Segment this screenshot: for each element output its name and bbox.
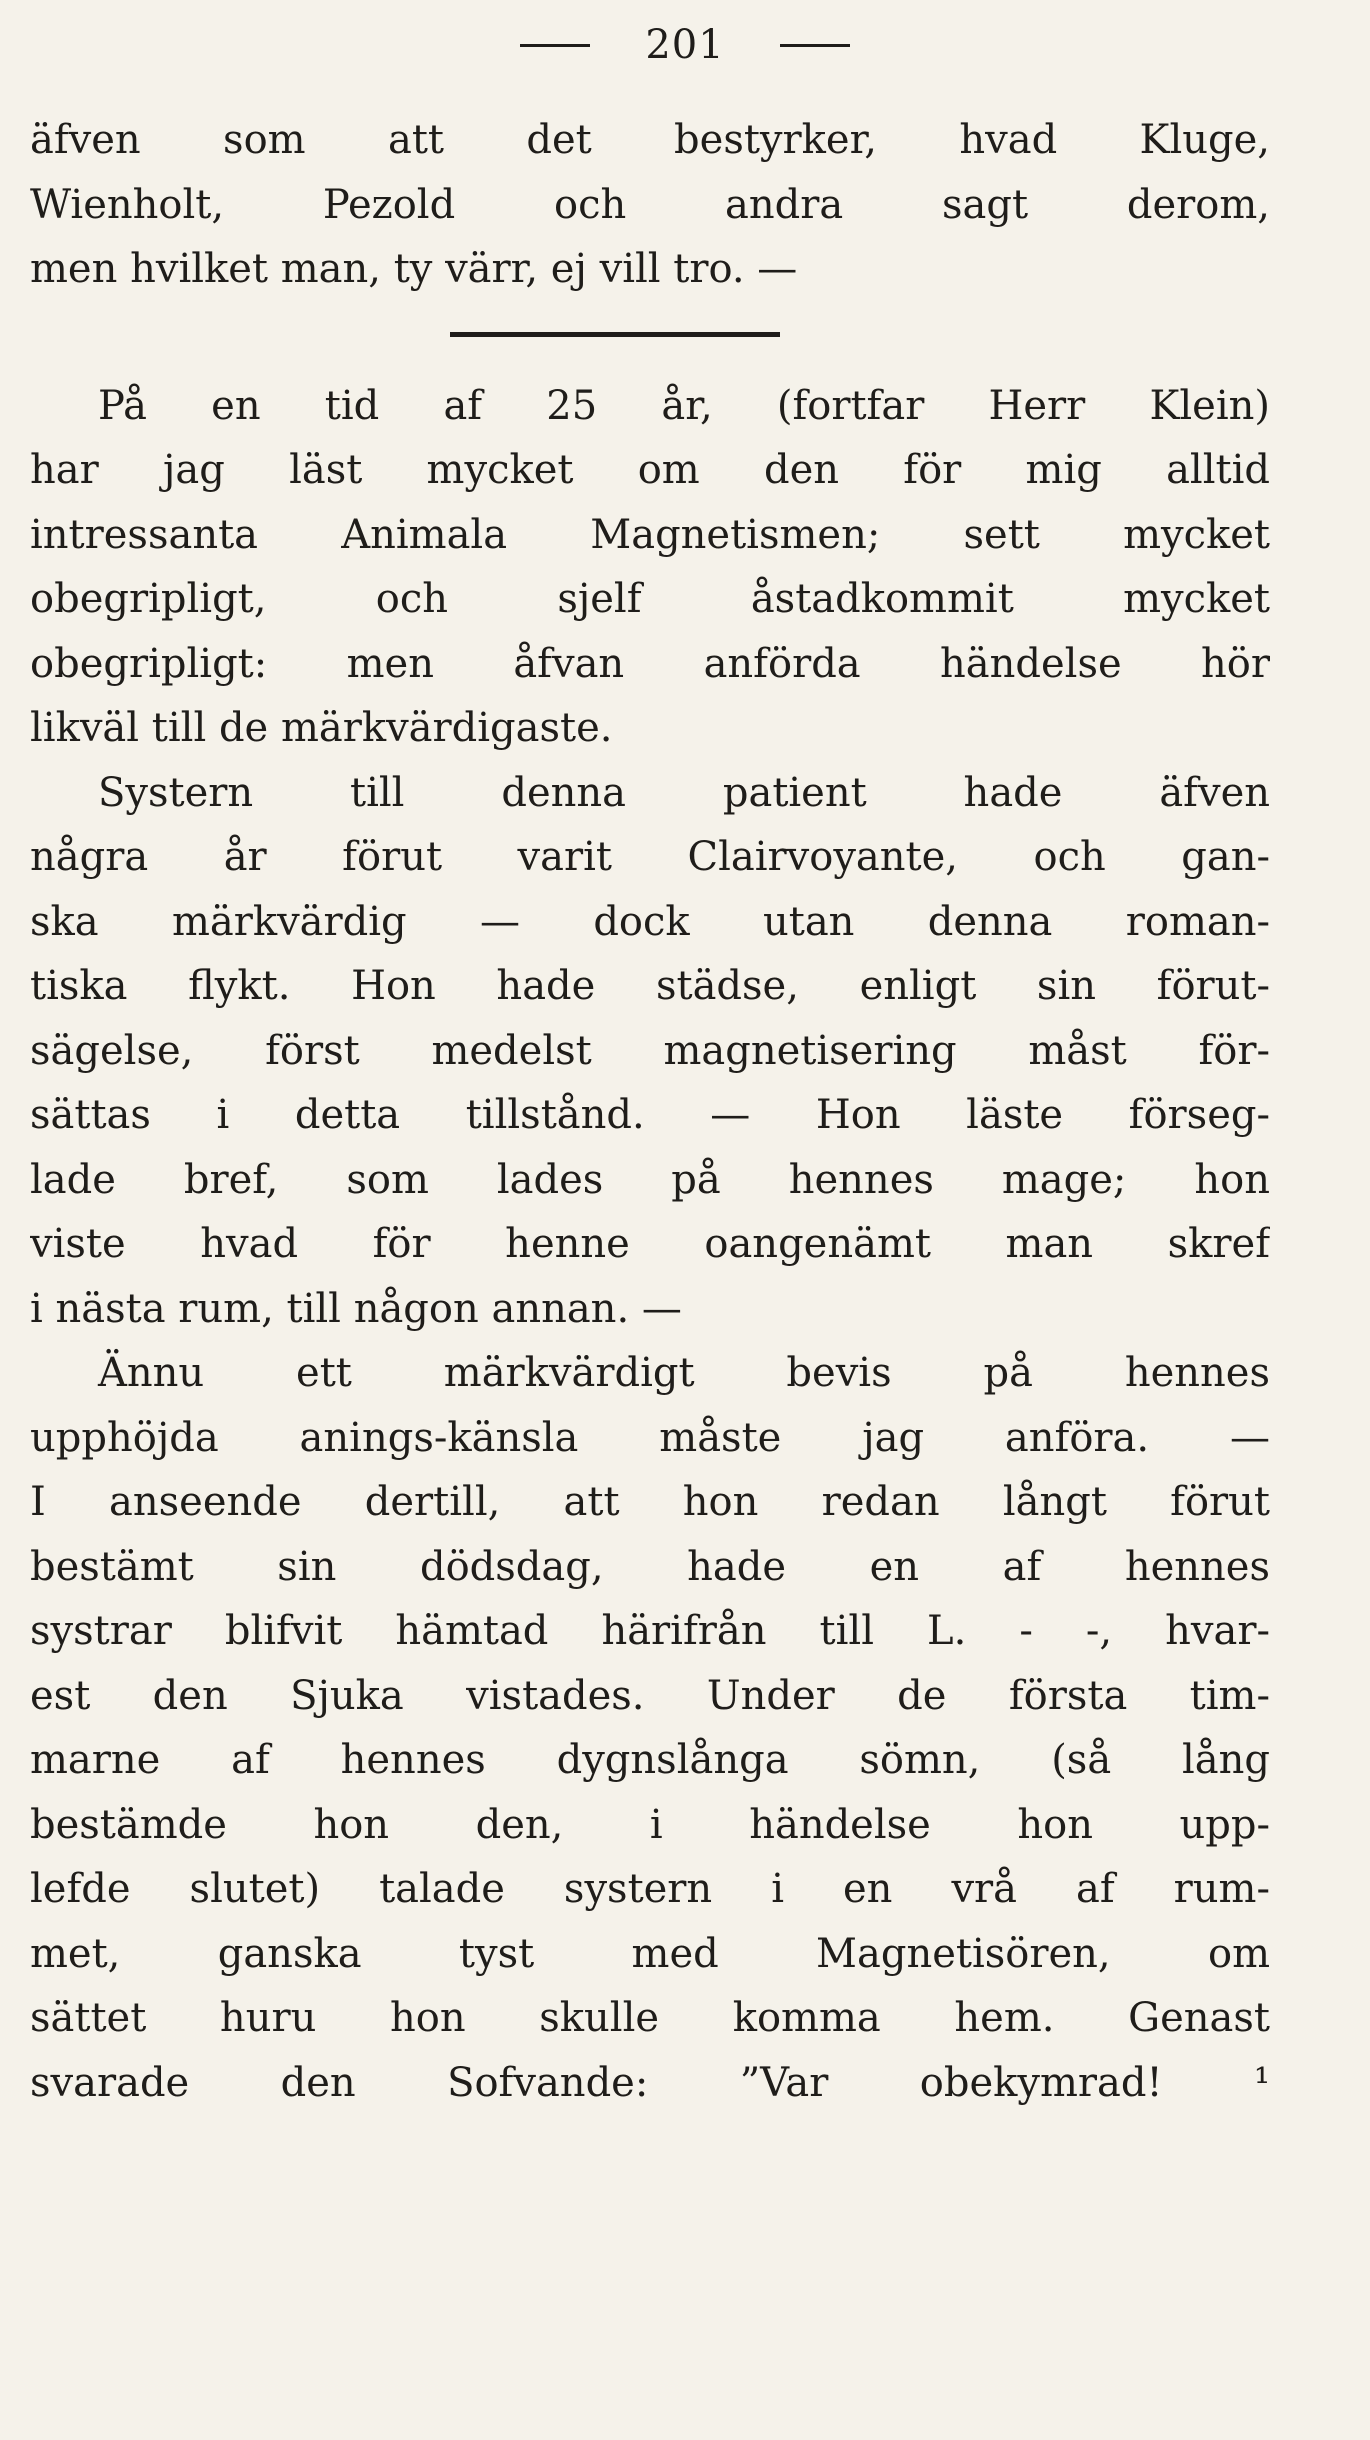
paragraph-1 xyxy=(30,108,1270,302)
text-line: I anseende dertill, att hon redan långt förut xyxy=(30,1479,1270,1525)
paragraph-3 xyxy=(30,761,1270,1342)
text-line: På en tid af 25 år, (fortfar Herr Klein) xyxy=(98,382,1270,429)
text-line: viste hvad för henne oangenämt man skref xyxy=(30,1221,1270,1267)
text-line: i nästa rum, till någon annan. — xyxy=(30,1285,682,1332)
text-line: men hvilket man, ty värr, ej vill tro. — xyxy=(30,246,798,292)
text-line: systrar blifvit hämtad härifrån till L. - -, hvar- xyxy=(30,1608,1270,1654)
text-line: äfven som att det bestyrker, hvad Kluge, xyxy=(30,117,1270,163)
page-number: 201 xyxy=(645,22,725,68)
text-line: upphöjda anings-känsla måste jag anföra. — xyxy=(30,1414,1270,1461)
text-line: met, ganska tyst med Magnetisören, om xyxy=(30,1930,1270,1977)
text-line: bestämde hon den, i händelse hon upp- xyxy=(30,1801,1270,1848)
text-line: svarade den Sofvande: ”Var obekymrad! ¹ xyxy=(30,2059,1270,2106)
text-line: likväl till de märkvärdigaste. xyxy=(30,705,613,751)
text-line: Ännu ett märkvärdigt bevis på hennes xyxy=(98,1350,1270,1396)
text-line: har jag läst mycket om den för mig alltid xyxy=(30,447,1270,493)
text-line: ska märkvärdig — dock utan denna roman- xyxy=(30,898,1270,945)
text-line: obegripligt, och sjelf åstadkommit mycket xyxy=(30,576,1270,622)
text-line: Wienholt, Pezold och andra sagt derom, xyxy=(30,181,1270,228)
text-line: bestämt sin dödsdag, hade en af hennes xyxy=(30,1543,1270,1590)
page-header xyxy=(0,22,1370,72)
header-dash-left xyxy=(520,44,590,47)
paragraph-2 xyxy=(30,374,1270,761)
text-line: tiska flykt. Hon hade städse, enligt sin förut- xyxy=(30,963,1270,1009)
header-dash-right xyxy=(780,44,850,47)
text-line: några år förut varit Clairvoyante, och gan- xyxy=(30,834,1270,880)
body-text xyxy=(30,108,1270,2115)
paragraph-4 xyxy=(30,1341,1270,2115)
text-line: lefde slutet) talade systern i en vrå af rum- xyxy=(30,1866,1270,1912)
section-divider xyxy=(30,302,1270,374)
text-line: sägelse, först medelst magnetisering måst för- xyxy=(30,1027,1270,1074)
text-line: sättet huru hon skulle komma hem. Genast xyxy=(30,1995,1270,2041)
text-line: sättas i detta tillstånd. — Hon läste förseg- xyxy=(30,1092,1270,1138)
text-line: Systern till denna patient hade äfven xyxy=(98,769,1270,816)
text-line: obegripligt: men åfvan anförda händelse hör xyxy=(30,640,1270,687)
text-line: intressanta Animala Magnetismen; sett mycket xyxy=(30,511,1270,558)
text-line: marne af hennes dygnslånga sömn, (så lång xyxy=(30,1737,1270,1783)
divider-rule xyxy=(450,332,780,337)
text-line: est den Sjuka vistades. Under de första tim- xyxy=(30,1672,1270,1719)
text-line: lade bref, som lades på hennes mage; hon xyxy=(30,1156,1270,1203)
